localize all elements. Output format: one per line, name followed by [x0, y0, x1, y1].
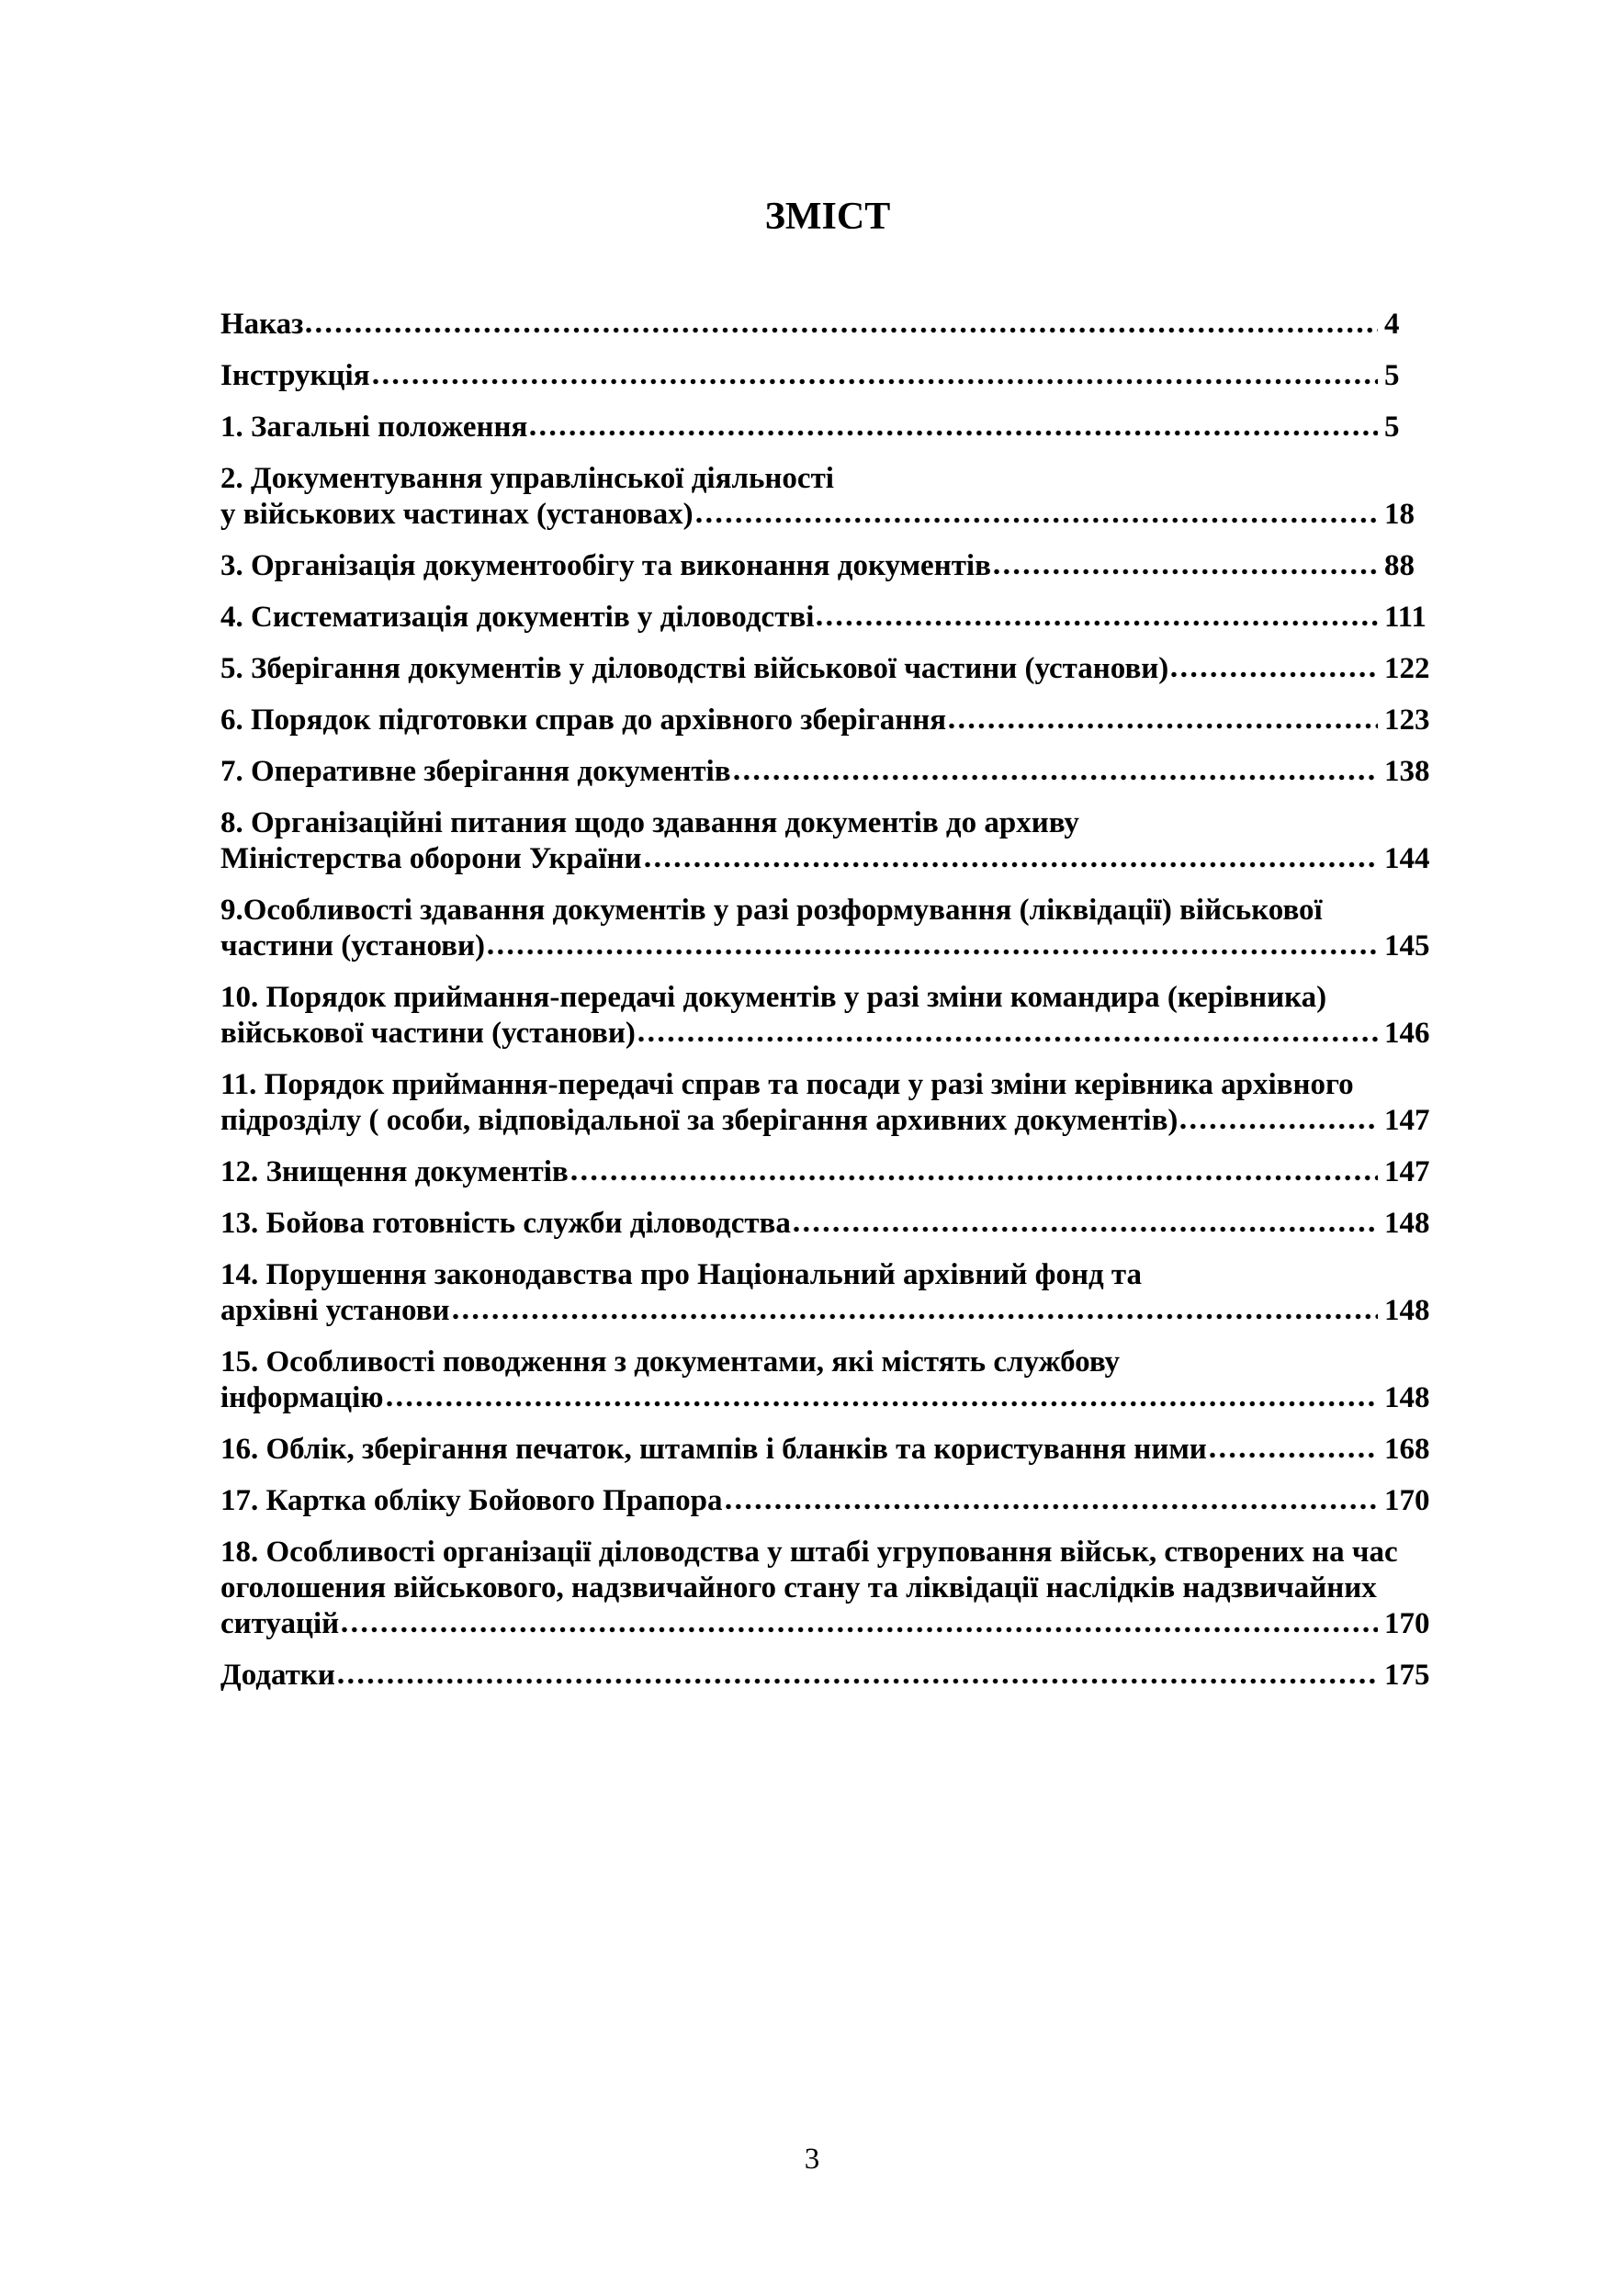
dot-leader — [696, 517, 1378, 523]
toc-page-number: 144 — [1384, 842, 1430, 875]
toc-page-number: 122 — [1384, 652, 1430, 685]
dot-leader — [342, 1626, 1378, 1633]
toc-entry-text: 14. Порушення законодавства про Національний архівний фонд та — [220, 1258, 1143, 1291]
dot-leader — [453, 1313, 1378, 1320]
toc-page-number: 18 — [1384, 498, 1415, 531]
dot-leader — [373, 378, 1378, 385]
toc-entry-line-with-page — [220, 600, 1435, 636]
toc-entry-line-with-page — [220, 1483, 1435, 1519]
toc-entry — [220, 1206, 1435, 1242]
toc-entry-line-with-page — [220, 307, 1435, 343]
toc-entry-text: Міністерства оборони України — [220, 842, 642, 875]
table-of-contents — [220, 307, 1435, 1694]
dot-leader — [530, 430, 1378, 436]
toc-entry-text: військової частини (установи) — [220, 1017, 636, 1050]
toc-entry — [220, 980, 1435, 1052]
toc-entry-line-with-page — [220, 754, 1435, 790]
toc-page-number: 146 — [1384, 1017, 1430, 1050]
toc-entry — [220, 461, 1435, 533]
toc-entry-text: 17. Картка обліку Бойового Прапора — [220, 1484, 723, 1517]
toc-entry — [220, 1483, 1435, 1519]
toc-page-number: 168 — [1384, 1433, 1430, 1466]
toc-entry — [220, 754, 1435, 790]
toc-entry-line-with-page — [220, 548, 1435, 584]
toc-entry-text: архівні установи — [220, 1294, 450, 1327]
toc-entry — [220, 703, 1435, 738]
toc-page-number: 175 — [1384, 1659, 1430, 1692]
dot-leader — [817, 620, 1378, 626]
toc-entry-text: 7. Оперативне зберігання документів — [220, 755, 731, 788]
toc-entry-line — [220, 980, 1435, 1016]
dot-leader — [1210, 1452, 1378, 1458]
toc-entry-line-with-page — [220, 410, 1435, 445]
toc-entry — [220, 548, 1435, 584]
dot-leader — [1180, 1123, 1378, 1130]
toc-entry — [220, 410, 1435, 445]
toc-entry-line — [220, 1345, 1435, 1380]
toc-entry-line-with-page — [220, 1380, 1435, 1416]
toc-entry — [220, 1432, 1435, 1468]
toc-entry — [220, 1658, 1435, 1694]
toc-entry-text: 8. Організаційні питания щодо здавання документів до архиву — [220, 806, 1079, 839]
toc-entry — [220, 651, 1435, 687]
toc-entry-text: Додатки — [220, 1659, 335, 1692]
toc-entry-text: підрозділу ( особи, відповідальної за зберігання архивних документів) — [220, 1104, 1179, 1137]
dot-leader — [994, 568, 1378, 575]
toc-page-number: 148 — [1384, 1294, 1430, 1327]
toc-entry — [220, 893, 1435, 964]
toc-page-number: 138 — [1384, 755, 1430, 788]
toc-entry-text: 4. Систематизація документів у діловодстві — [220, 601, 815, 634]
toc-entry-line-with-page — [220, 1606, 1435, 1642]
toc-entry — [220, 1067, 1435, 1139]
toc-page-number: 4 — [1384, 308, 1400, 341]
toc-entry-line — [220, 461, 1435, 497]
dot-leader — [306, 327, 1378, 333]
toc-entry-line-with-page — [220, 841, 1435, 877]
toc-page-number: 5 — [1384, 411, 1400, 444]
toc-entry-text: 2. Документування управлінської діяльності — [220, 462, 834, 495]
dot-leader — [645, 861, 1378, 868]
toc-entry-line — [220, 1535, 1435, 1570]
toc-entry-text: у військових частинах (установах) — [220, 498, 694, 531]
toc-page-number: 147 — [1384, 1104, 1430, 1137]
toc-entry-text: Наказ — [220, 308, 304, 341]
toc-entry — [220, 307, 1435, 343]
toc-entry — [220, 600, 1435, 636]
toc-page-number: 170 — [1384, 1607, 1430, 1640]
dot-leader — [488, 949, 1378, 955]
toc-entry-text: 13. Бойова готовність служби діловодства — [220, 1207, 791, 1240]
toc-entry-text: 15. Особливості поводження з документами, які містять службову — [220, 1345, 1121, 1379]
toc-entry-text: 10. Порядок приймання-передачі документів у разі зміни командира (керівника) — [220, 981, 1327, 1014]
toc-entry-text: 9.Особливості здавання документів у разі розформування (ліквідації) військової — [220, 894, 1323, 927]
dot-leader — [387, 1401, 1378, 1407]
dot-leader — [794, 1226, 1378, 1232]
toc-entry-text: 18. Особливості організації діловодства у штабі угруповання військ, створених на час — [220, 1536, 1398, 1569]
toc-entry-line — [220, 893, 1435, 929]
toc-entry — [220, 1257, 1435, 1329]
toc-entry-text: ситуацій — [220, 1607, 340, 1640]
toc-entry-line-with-page — [220, 1206, 1435, 1242]
toc-page-number: 148 — [1384, 1381, 1430, 1414]
dot-leader — [571, 1175, 1378, 1181]
toc-entry-line-with-page — [220, 651, 1435, 687]
toc-entry-line — [220, 1067, 1435, 1103]
footer-page-number: 3 — [804, 2143, 820, 2176]
toc-entry-line-with-page — [220, 497, 1435, 533]
toc-entry-text: 11. Порядок приймання-передачі справ та посади у разі зміни керівника архівного — [220, 1068, 1354, 1101]
dot-leader — [338, 1678, 1378, 1684]
toc-page-number: 145 — [1384, 929, 1430, 962]
toc-entry-line-with-page — [220, 1658, 1435, 1694]
dot-leader — [1171, 671, 1378, 678]
toc-entry-line — [220, 805, 1435, 841]
toc-entry-line-with-page — [220, 1103, 1435, 1139]
toc-entry — [220, 805, 1435, 877]
toc-page-number: 170 — [1384, 1484, 1430, 1517]
dot-leader — [949, 723, 1378, 729]
page-title: ЗМІСТ — [764, 196, 891, 238]
toc-entry — [220, 1154, 1435, 1190]
toc-page-number: 5 — [1384, 359, 1400, 392]
toc-entry-text: 3. Організація документообігу та виконання документів — [220, 549, 991, 582]
toc-entry-line-with-page — [220, 929, 1435, 964]
dot-leader — [726, 1503, 1378, 1510]
toc-entry-text: Інструкція — [220, 359, 370, 392]
dot-leader — [734, 774, 1378, 781]
toc-entry — [220, 1535, 1435, 1642]
toc-entry-line — [220, 1570, 1435, 1606]
toc-entry-line-with-page — [220, 703, 1435, 738]
toc-page-number: 147 — [1384, 1155, 1430, 1188]
toc-entry-text: 16. Облік, зберігання печаток, штампів і бланків та користування ними — [220, 1433, 1207, 1466]
toc-entry — [220, 1345, 1435, 1416]
toc-entry-line-with-page — [220, 358, 1435, 394]
toc-page-number: 148 — [1384, 1207, 1430, 1240]
toc-entry-text: 1. Загальні положення — [220, 411, 528, 444]
toc-entry-text: оголошения військового, надзвичайного стану та ліквідації наслідків надзвичайних — [220, 1571, 1377, 1604]
toc-page-number: 88 — [1384, 549, 1415, 582]
toc-entry-line — [220, 1257, 1435, 1293]
toc-entry-text: інформацію — [220, 1381, 384, 1414]
toc-entry-line-with-page — [220, 1432, 1435, 1468]
toc-entry-text: частини (установи) — [220, 929, 486, 962]
toc-entry — [220, 358, 1435, 394]
dot-leader — [638, 1036, 1378, 1042]
toc-page-number: 111 — [1384, 601, 1427, 634]
toc-entry-line-with-page — [220, 1154, 1435, 1190]
toc-entry-text: 12. Знищення документів — [220, 1155, 569, 1188]
toc-page-number: 123 — [1384, 703, 1430, 737]
toc-entry-line-with-page — [220, 1016, 1435, 1052]
toc-entry-line-with-page — [220, 1293, 1435, 1329]
toc-entry-text: 5. Зберігання документів у діловодстві військової частини (установи) — [220, 652, 1169, 685]
toc-entry-text: 6. Порядок підготовки справ до архівного зберігання — [220, 703, 947, 737]
